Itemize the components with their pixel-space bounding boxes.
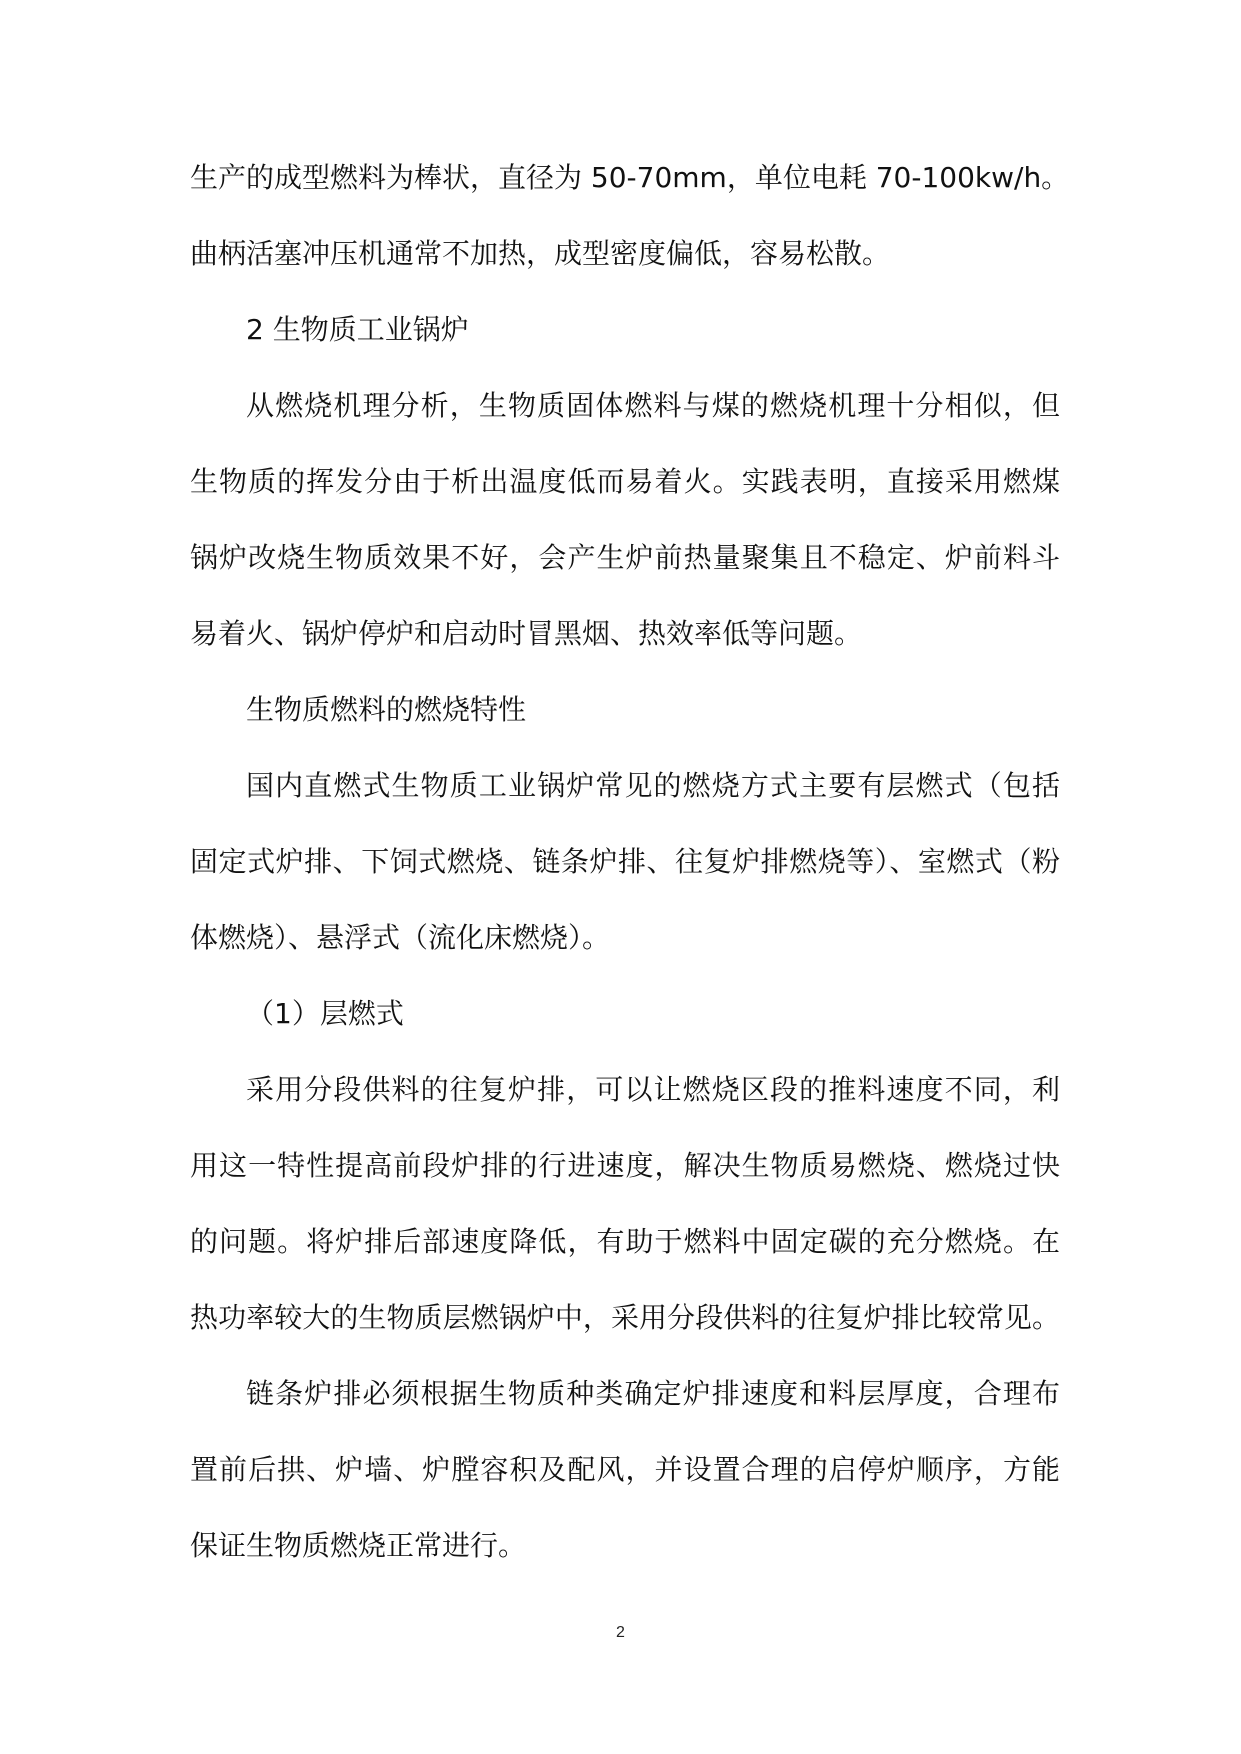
- text-line: 从燃烧机理分析，生物质固体燃料与煤的燃烧机理十分相似，但: [246, 389, 1060, 422]
- text-line: 链条炉排必须根据生物质种类确定炉排速度和料层厚度，合理布: [246, 1377, 1060, 1410]
- text-line: 固定式炉排、下饲式燃烧、链条炉排、往复炉排燃烧等）、室燃式（粉: [190, 845, 1060, 878]
- text-line: 热功率较大的生物质层燃锅炉中，采用分段供料的往复炉排比较常见。: [190, 1301, 1060, 1334]
- text-line: 生产的成型燃料为棒状，直径为 50-70mm，单位电耗 70-100kw/h。: [190, 161, 1070, 194]
- section-heading: 2 生物质工业锅炉: [246, 313, 469, 346]
- page-number: 2: [616, 1624, 625, 1641]
- text-line: 置前后拱、炉墙、炉膛容积及配风，并设置合理的启停炉顺序，方能: [190, 1453, 1060, 1486]
- text-line: 易着火、锅炉停炉和启动时冒黑烟、热效率低等问题。: [190, 617, 863, 650]
- text-line: 用这一特性提高前段炉排的行进速度，解决生物质易燃烧、燃烧过快: [190, 1149, 1060, 1182]
- text-line: 国内直燃式生物质工业锅炉常见的燃烧方式主要有层燃式（包括: [246, 769, 1060, 802]
- text-line: 锅炉改烧生物质效果不好，会产生炉前热量聚集且不稳定、炉前料斗: [190, 541, 1060, 574]
- text-line: 体燃烧）、悬浮式（流化床燃烧）。: [190, 921, 611, 954]
- text-line: 采用分段供料的往复炉排，可以让燃烧区段的推料速度不同，利: [246, 1073, 1060, 1106]
- subsection-heading: 生物质燃料的燃烧特性: [246, 693, 527, 726]
- text-line: 的问题。将炉排后部速度降低，有助于燃料中固定碳的充分燃烧。在: [190, 1225, 1060, 1258]
- text-line: 保证生物质燃烧正常进行。: [190, 1529, 527, 1562]
- text-line: 生物质的挥发分由于析出温度低而易着火。实践表明，直接采用燃煤: [190, 465, 1060, 498]
- text-line: 曲柄活塞冲压机通常不加热，成型密度偏低，容易松散。: [190, 237, 891, 270]
- body-text: [190, 148, 1070, 1592]
- subsection-heading: （1）层燃式: [246, 997, 404, 1030]
